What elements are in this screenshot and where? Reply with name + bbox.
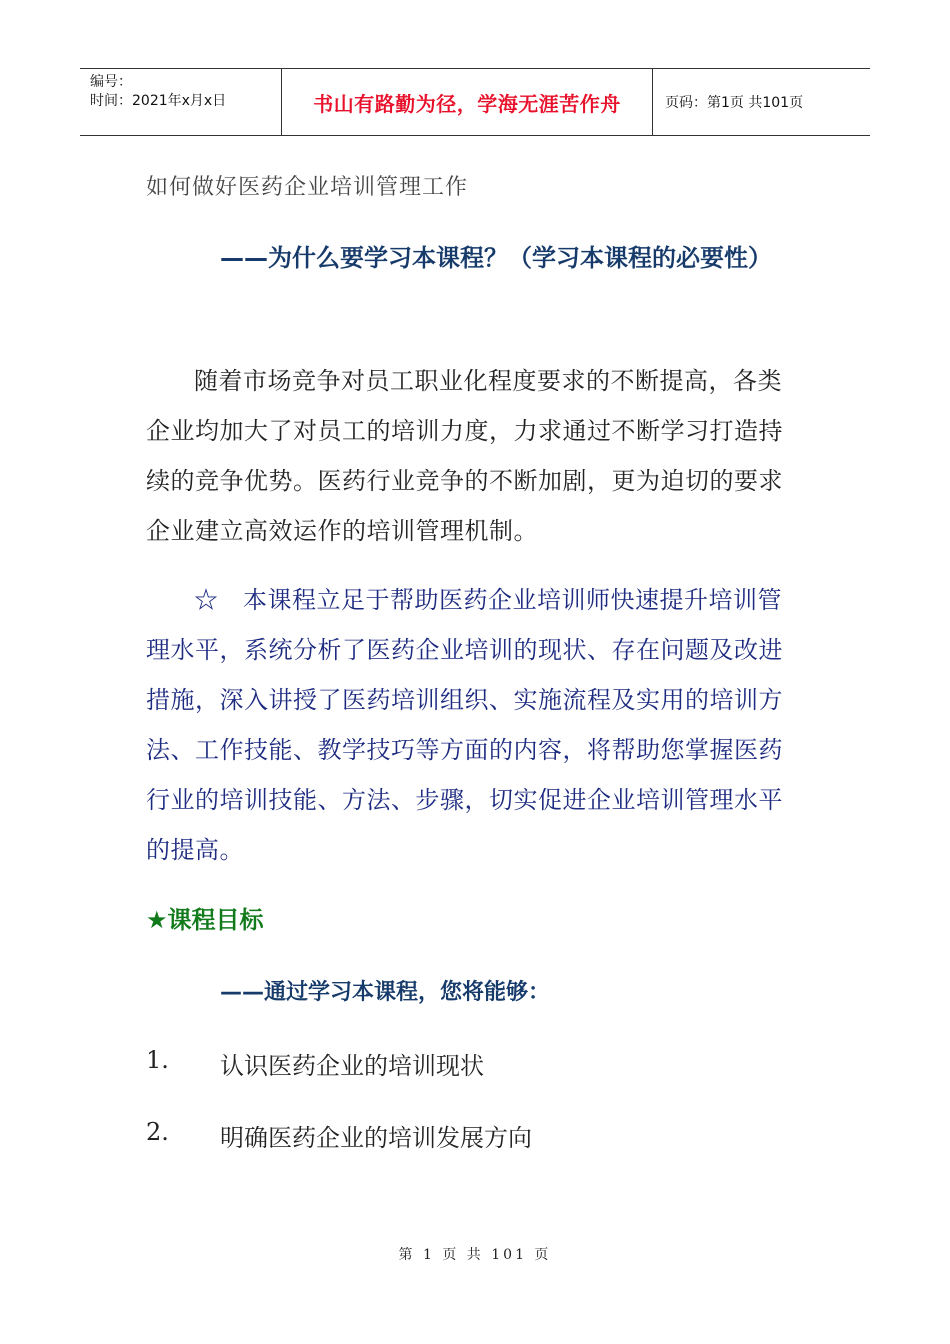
time-label: 时间：2021年x月x日 <box>90 93 227 109</box>
number-label: 编号： <box>90 74 132 90</box>
header-table <box>80 68 870 136</box>
header-meta-cell <box>80 69 281 135</box>
page-info: 页码：第1页 共101页 <box>665 95 804 111</box>
list-item-text: 明确医药企业的培训发展方向 <box>220 1124 532 1152</box>
document-subtitle: ——为什么要学习本课程？（学习本课程的必要性） <box>220 244 772 272</box>
header-page-cell <box>653 69 870 135</box>
list-item-text: 认识医药企业的培训现状 <box>220 1052 484 1080</box>
list-item <box>146 1046 484 1081</box>
document-title: 如何做好医药企业培训管理工作 <box>146 175 469 200</box>
motto-text: 书山有路勤为径，学海无涯苦作舟 <box>313 91 621 116</box>
paragraph-course-description: ☆ 本课程立足于帮助医药企业培训师快速提升培训管理水平，系统分析了医药企业培训的现状、存在问题及改进措施，深入讲授了医药培训组织、实施流程及实用的培训方法、工作技能、教学技巧等方面的内容，将帮助您掌握医药行业的培训技能、方法、步骤，切实促进企业培训管理水平的提高。 <box>146 586 783 864</box>
page-footer: 第 1 页 共 101 页 <box>398 1247 552 1263</box>
paragraph-intro: 随着市场竞争对员工职业化程度要求的不断提高，各类企业均加大了对员工的培训力度，力求通过不断学习打造持续的竞争优势。医药行业竞争的不断加剧，更为迫切的要求企业建立高效运作的培训管理机制。 <box>146 367 783 545</box>
goal-intro: ——通过学习本课程，您将能够： <box>220 980 551 1005</box>
header-motto-cell <box>281 69 653 135</box>
list-item-number: 2. <box>146 1118 169 1146</box>
list-item-number: 1. <box>146 1046 169 1074</box>
section-heading-course-goals: ★课程目标 <box>146 906 264 934</box>
list-item <box>146 1118 532 1153</box>
